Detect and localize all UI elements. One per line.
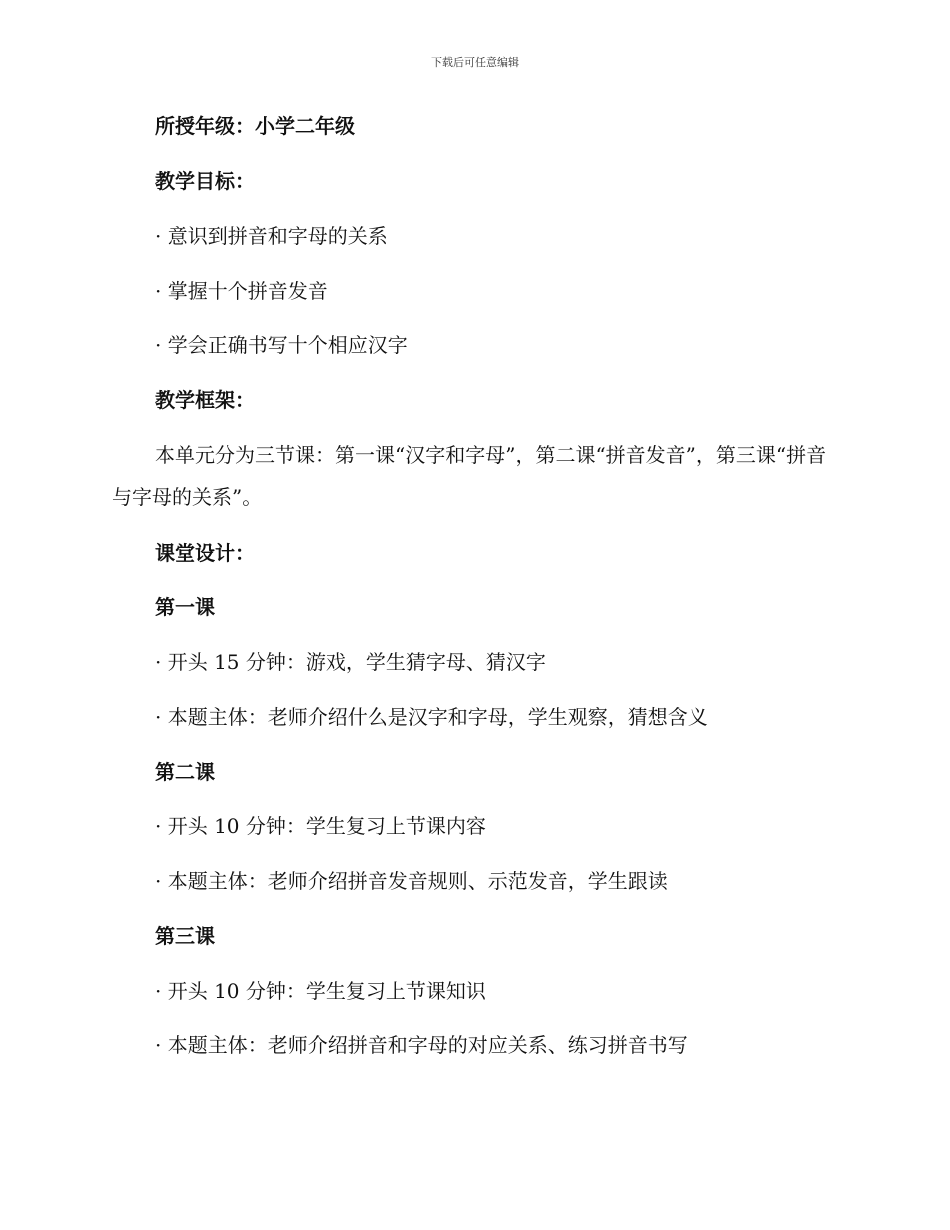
goal-item: · 学会正确书写十个相应汉字 (155, 333, 408, 357)
lesson-item: · 开头 10 分钟：学生复习上节课知识 (155, 979, 486, 1003)
page-header: 下载后可任意编辑 (431, 56, 519, 69)
lesson-title: 第一课 (155, 595, 215, 619)
lesson-item: · 本题主体：老师介绍拼音和字母的对应关系、练习拼音书写 (155, 1033, 688, 1057)
goal-item: · 意识到拼音和字母的关系 (155, 224, 388, 248)
lesson-title: 第三课 (155, 924, 215, 948)
lesson-item: · 开头 15 分钟：游戏，学生猜字母、猜汉字 (155, 650, 546, 674)
lesson-item: · 本题主体：老师介绍什么是汉字和字母，学生观察，猜想含义 (155, 705, 708, 729)
framework-paragraph: 本单元分为三节课：第一课“汉字和字母”，第二课“拼音发音”，第三课“拼音与字母的关系”。 (112, 443, 827, 509)
lesson-item: · 开头 10 分钟：学生复习上节课内容 (155, 814, 486, 838)
lesson-title: 第二课 (155, 760, 215, 784)
lesson-item: · 本题主体：老师介绍拼音发音规则、示范发音，学生跟读 (155, 869, 668, 893)
goals-heading: 教学目标： (155, 169, 255, 193)
framework-heading: 教学框架： (155, 388, 255, 412)
grade-line: 所授年级：小学二年级 (155, 114, 355, 138)
design-heading: 课堂设计： (155, 541, 255, 565)
goal-item: · 掌握十个拼音发音 (155, 279, 328, 303)
